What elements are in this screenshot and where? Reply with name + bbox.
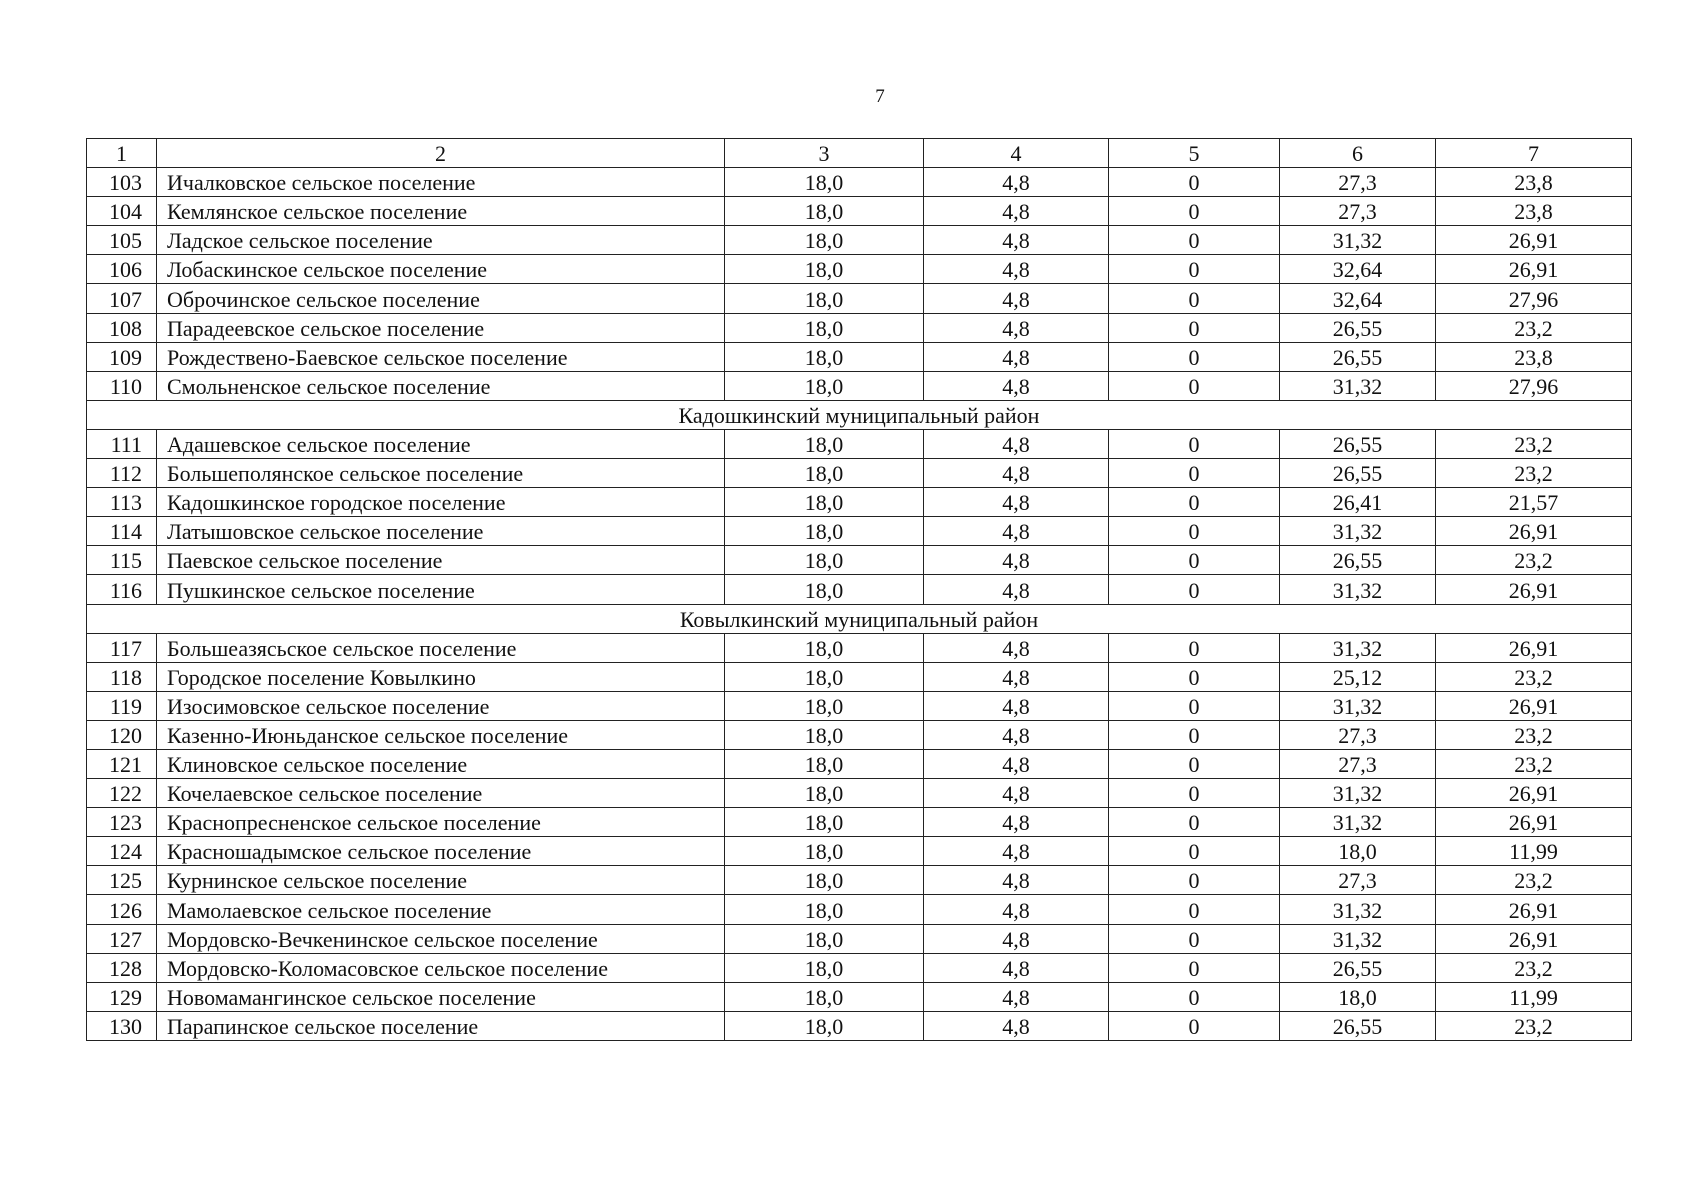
table-cell: 25,12: [1280, 662, 1436, 691]
table-cell: 112: [87, 459, 157, 488]
table-cell: 11,99: [1436, 837, 1632, 866]
table-cell: 0: [1109, 342, 1280, 371]
table-body: [87, 168, 1632, 1041]
table-cell: 26,91: [1436, 575, 1632, 604]
table-cell: 27,3: [1280, 720, 1436, 749]
table-cell: 122: [87, 779, 157, 808]
table-cell: 23,2: [1436, 1011, 1632, 1040]
data-table: [86, 138, 1632, 1041]
table-row: [87, 429, 1632, 458]
table-cell: 18,0: [725, 488, 924, 517]
table-cell: 0: [1109, 371, 1280, 400]
table-cell: 18,0: [725, 371, 924, 400]
table-row: [87, 168, 1632, 197]
table-cell: Кемлянское сельское поселение: [157, 197, 725, 226]
table-cell: 4,8: [924, 255, 1109, 284]
table-cell: Большеполянское сельское поселение: [157, 459, 725, 488]
table-cell: 0: [1109, 953, 1280, 982]
table-cell: 18,0: [725, 808, 924, 837]
table-cell: 27,3: [1280, 197, 1436, 226]
table-cell: 117: [87, 633, 157, 662]
table-cell: Городское поселение Ковылкино: [157, 662, 725, 691]
table-cell: 0: [1109, 924, 1280, 953]
table-row: [87, 779, 1632, 808]
table-cell: 4,8: [924, 691, 1109, 720]
table-cell: 4,8: [924, 720, 1109, 749]
table-cell: Казенно-Июньданское сельское поселение: [157, 720, 725, 749]
table-cell: Краснопресненское сельское поселение: [157, 808, 725, 837]
table-cell: 26,91: [1436, 226, 1632, 255]
table-cell: 18,0: [725, 226, 924, 255]
table-cell: 0: [1109, 284, 1280, 313]
table-cell: 4,8: [924, 488, 1109, 517]
table-cell: 23,2: [1436, 313, 1632, 342]
table-cell: 103: [87, 168, 157, 197]
table-cell: 27,3: [1280, 749, 1436, 778]
table-cell: 18,0: [725, 982, 924, 1011]
table-cell: 116: [87, 575, 157, 604]
header-cell: 7: [1436, 139, 1632, 168]
table-cell: 26,41: [1280, 488, 1436, 517]
table-cell: 27,3: [1280, 168, 1436, 197]
table-cell: 4,8: [924, 517, 1109, 546]
table-cell: 121: [87, 749, 157, 778]
table-cell: 111: [87, 429, 157, 458]
table-cell: 26,55: [1280, 1011, 1436, 1040]
table-cell: Новомамангинское сельское поселение: [157, 982, 725, 1011]
table-cell: 31,32: [1280, 691, 1436, 720]
section-title: Ковылкинский муниципальный район: [87, 604, 1632, 633]
table-cell: 4,8: [924, 662, 1109, 691]
table-cell: Большеазясьское сельское поселение: [157, 633, 725, 662]
table-row: [87, 866, 1632, 895]
table-cell: 0: [1109, 168, 1280, 197]
table-cell: 124: [87, 837, 157, 866]
table-cell: 18,0: [725, 837, 924, 866]
table-cell: Пушкинское сельское поселение: [157, 575, 725, 604]
table-cell: 105: [87, 226, 157, 255]
table-cell: 26,55: [1280, 313, 1436, 342]
table-cell: 18,0: [725, 924, 924, 953]
table-cell: 0: [1109, 517, 1280, 546]
table-cell: 18,0: [725, 459, 924, 488]
table-cell: 18,0: [725, 662, 924, 691]
table-cell: 114: [87, 517, 157, 546]
table-cell: 4,8: [924, 168, 1109, 197]
table-cell: 18,0: [725, 429, 924, 458]
section-header-row: [87, 400, 1632, 429]
table-cell: 4,8: [924, 226, 1109, 255]
table-cell: 23,2: [1436, 866, 1632, 895]
table-cell: 26,91: [1436, 255, 1632, 284]
table-row: [87, 226, 1632, 255]
table-cell: 0: [1109, 808, 1280, 837]
table-cell: Мамолаевское сельское поселение: [157, 895, 725, 924]
table-cell: 0: [1109, 255, 1280, 284]
page-number: 7: [875, 86, 885, 107]
table-cell: 18,0: [725, 633, 924, 662]
table-cell: 18,0: [725, 546, 924, 575]
table-cell: 26,55: [1280, 459, 1436, 488]
table-cell: 109: [87, 342, 157, 371]
table-cell: 18,0: [725, 1011, 924, 1040]
table-cell: Лобаскинское сельское поселение: [157, 255, 725, 284]
table-cell: 31,32: [1280, 633, 1436, 662]
table-cell: 4,8: [924, 866, 1109, 895]
table-cell: 115: [87, 546, 157, 575]
header-cell: 3: [725, 139, 924, 168]
table-cell: 18,0: [725, 197, 924, 226]
table-cell: 31,32: [1280, 779, 1436, 808]
table-cell: 18,0: [725, 953, 924, 982]
table-cell: 23,2: [1436, 953, 1632, 982]
table-cell: Мордовско-Коломасовское сельское поселение: [157, 953, 725, 982]
header-cell: 6: [1280, 139, 1436, 168]
table-cell: 26,91: [1436, 517, 1632, 546]
table-cell: Изосимовское сельское поселение: [157, 691, 725, 720]
table-cell: 0: [1109, 488, 1280, 517]
table-cell: 18,0: [725, 895, 924, 924]
table-row: [87, 459, 1632, 488]
table-cell: 0: [1109, 982, 1280, 1011]
table-row: [87, 808, 1632, 837]
table-cell: 21,57: [1436, 488, 1632, 517]
table-cell: 26,55: [1280, 429, 1436, 458]
table-row: [87, 284, 1632, 313]
table-row: [87, 720, 1632, 749]
table-cell: 4,8: [924, 1011, 1109, 1040]
table-cell: 0: [1109, 749, 1280, 778]
table-cell: Кадошкинское городское поселение: [157, 488, 725, 517]
table-cell: Мордовско-Вечкенинское сельское поселение: [157, 924, 725, 953]
table-cell: 18,0: [725, 575, 924, 604]
table-cell: 23,2: [1436, 720, 1632, 749]
table-cell: 0: [1109, 226, 1280, 255]
table-cell: 18,0: [725, 779, 924, 808]
table-cell: Ичалковское сельское поселение: [157, 168, 725, 197]
table-cell: 23,2: [1436, 546, 1632, 575]
table-cell: 31,32: [1280, 517, 1436, 546]
table-row: [87, 633, 1632, 662]
table-row: [87, 749, 1632, 778]
table-cell: 26,55: [1280, 342, 1436, 371]
table-cell: 23,8: [1436, 197, 1632, 226]
table-cell: 23,2: [1436, 662, 1632, 691]
table-cell: Клиновское сельское поселение: [157, 749, 725, 778]
table-cell: 4,8: [924, 924, 1109, 953]
table-cell: 4,8: [924, 459, 1109, 488]
table-cell: 18,0: [725, 342, 924, 371]
table-row: [87, 371, 1632, 400]
table-row: [87, 691, 1632, 720]
table-cell: Адашевское сельское поселение: [157, 429, 725, 458]
table-cell: 26,91: [1436, 779, 1632, 808]
table-cell: 23,2: [1436, 749, 1632, 778]
table-cell: 23,8: [1436, 168, 1632, 197]
table-cell: 4,8: [924, 197, 1109, 226]
table-cell: 0: [1109, 720, 1280, 749]
table-cell: 120: [87, 720, 157, 749]
table-cell: 118: [87, 662, 157, 691]
table-cell: Парапинское сельское поселение: [157, 1011, 725, 1040]
table-row: [87, 313, 1632, 342]
section-header-row: [87, 604, 1632, 633]
table-cell: 113: [87, 488, 157, 517]
header-row: [87, 139, 1632, 168]
table-cell: 0: [1109, 633, 1280, 662]
table-cell: 4,8: [924, 429, 1109, 458]
table-row: [87, 342, 1632, 371]
section-title: Кадошкинский муниципальный район: [87, 400, 1632, 429]
table-cell: 0: [1109, 1011, 1280, 1040]
table-cell: 26,91: [1436, 691, 1632, 720]
table-cell: 0: [1109, 546, 1280, 575]
table-cell: 32,64: [1280, 284, 1436, 313]
table-row: [87, 197, 1632, 226]
table-cell: 4,8: [924, 546, 1109, 575]
table-cell: 0: [1109, 662, 1280, 691]
table-cell: Смольненское сельское поселение: [157, 371, 725, 400]
table-row: [87, 953, 1632, 982]
table-row: [87, 546, 1632, 575]
table-row: [87, 837, 1632, 866]
table-row: [87, 662, 1632, 691]
table-row: [87, 255, 1632, 284]
table-cell: 4,8: [924, 371, 1109, 400]
table-cell: 129: [87, 982, 157, 1011]
table-cell: 18,0: [725, 517, 924, 546]
table-row: [87, 895, 1632, 924]
table-cell: 0: [1109, 459, 1280, 488]
table-cell: 0: [1109, 197, 1280, 226]
table-cell: 11,99: [1436, 982, 1632, 1011]
table-cell: 4,8: [924, 837, 1109, 866]
table-cell: 27,96: [1436, 371, 1632, 400]
table-cell: 23,8: [1436, 342, 1632, 371]
table-cell: 4,8: [924, 779, 1109, 808]
table-cell: 4,8: [924, 342, 1109, 371]
table-cell: 23,2: [1436, 459, 1632, 488]
table-cell: Ладское сельское поселение: [157, 226, 725, 255]
table-cell: 18,0: [725, 866, 924, 895]
table-cell: 0: [1109, 779, 1280, 808]
table-row: [87, 982, 1632, 1011]
table-row: [87, 1011, 1632, 1040]
table-cell: 18,0: [725, 284, 924, 313]
table-cell: 18,0: [1280, 837, 1436, 866]
table-cell: 26,91: [1436, 895, 1632, 924]
header-cell: 1: [87, 139, 157, 168]
table-cell: 18,0: [725, 691, 924, 720]
table-cell: Парадеевское сельское поселение: [157, 313, 725, 342]
table-cell: 0: [1109, 866, 1280, 895]
table-cell: 125: [87, 866, 157, 895]
table-cell: 31,32: [1280, 226, 1436, 255]
table-cell: 4,8: [924, 575, 1109, 604]
table-cell: Оброчинское сельское поселение: [157, 284, 725, 313]
table-cell: 128: [87, 953, 157, 982]
table-cell: 119: [87, 691, 157, 720]
table-cell: 26,91: [1436, 924, 1632, 953]
table-cell: 0: [1109, 429, 1280, 458]
table-cell: 26,55: [1280, 953, 1436, 982]
table-cell: 104: [87, 197, 157, 226]
table-cell: 18,0: [1280, 982, 1436, 1011]
table-cell: Латышовское сельское поселение: [157, 517, 725, 546]
table-cell: 0: [1109, 313, 1280, 342]
table-cell: 110: [87, 371, 157, 400]
table-cell: 27,3: [1280, 866, 1436, 895]
table-cell: 26,55: [1280, 546, 1436, 575]
table-row: [87, 488, 1632, 517]
table-cell: 0: [1109, 575, 1280, 604]
table-cell: 130: [87, 1011, 157, 1040]
table-cell: 4,8: [924, 633, 1109, 662]
table-cell: 108: [87, 313, 157, 342]
table-cell: 27,96: [1436, 284, 1632, 313]
table-cell: 126: [87, 895, 157, 924]
table-cell: 31,32: [1280, 371, 1436, 400]
table-cell: 31,32: [1280, 924, 1436, 953]
table-cell: 26,91: [1436, 808, 1632, 837]
table-cell: 31,32: [1280, 808, 1436, 837]
table-cell: 31,32: [1280, 575, 1436, 604]
table-row: [87, 517, 1632, 546]
table-cell: 0: [1109, 895, 1280, 924]
table-cell: 18,0: [725, 255, 924, 284]
table-cell: 0: [1109, 837, 1280, 866]
table-cell: Курнинское сельское поселение: [157, 866, 725, 895]
table-cell: 32,64: [1280, 255, 1436, 284]
table-cell: 4,8: [924, 284, 1109, 313]
table-cell: 4,8: [924, 895, 1109, 924]
table-cell: Рождествено-Баевское сельское поселение: [157, 342, 725, 371]
table-cell: 0: [1109, 691, 1280, 720]
table-cell: 4,8: [924, 808, 1109, 837]
header-cell: 5: [1109, 139, 1280, 168]
header-cell: 4: [924, 139, 1109, 168]
table-cell: 18,0: [725, 168, 924, 197]
table-cell: 18,0: [725, 313, 924, 342]
table-cell: 107: [87, 284, 157, 313]
table-cell: 4,8: [924, 749, 1109, 778]
table-row: [87, 924, 1632, 953]
table-cell: 4,8: [924, 313, 1109, 342]
table-cell: 123: [87, 808, 157, 837]
table-cell: Кочелаевское сельское поселение: [157, 779, 725, 808]
header-cell: 2: [157, 139, 725, 168]
table-cell: 4,8: [924, 982, 1109, 1011]
table-cell: Паевское сельское поселение: [157, 546, 725, 575]
table-cell: 26,91: [1436, 633, 1632, 662]
table-cell: 23,2: [1436, 429, 1632, 458]
table-cell: Красношадымское сельское поселение: [157, 837, 725, 866]
table-row: [87, 575, 1632, 604]
table-cell: 18,0: [725, 720, 924, 749]
table-cell: 4,8: [924, 953, 1109, 982]
table-cell: 18,0: [725, 749, 924, 778]
table-cell: 31,32: [1280, 895, 1436, 924]
table-cell: 106: [87, 255, 157, 284]
table-cell: 127: [87, 924, 157, 953]
